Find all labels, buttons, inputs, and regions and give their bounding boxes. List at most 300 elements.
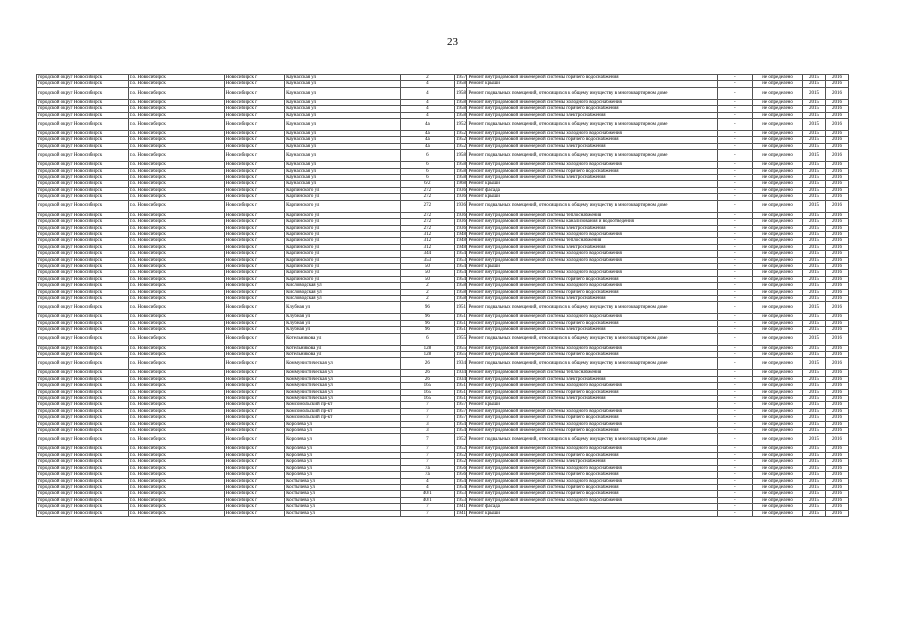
settlement-cell: г.о. Новосибирск (128, 446, 224, 452)
dash-cell: - (717, 333, 752, 345)
city-cell: Новосибирск г (224, 383, 284, 389)
year-start-cell: 2015 (803, 358, 826, 370)
dash-cell: - (717, 370, 752, 376)
street-cell: Комсомольский пр-кт (285, 415, 401, 421)
cost-cell: не определено (753, 175, 803, 181)
work-type-cell: Ремонт внутридомовой инженерной системы горячего водоснабжения (467, 428, 717, 434)
city-cell: Новосибирск г (224, 352, 284, 358)
city-cell: Новосибирск г (224, 434, 284, 446)
municipality-cell: городской округ Новосибирск (37, 452, 129, 458)
year-start-cell: 2015 (803, 283, 826, 289)
settlement-cell: г.о. Новосибирск (128, 212, 224, 218)
year-end-cell: 2016 (825, 162, 848, 168)
dash-cell: - (717, 162, 752, 168)
cost-cell: не определено (753, 370, 803, 376)
house-number-cell: 4 (400, 112, 454, 118)
settlement-cell: г.о. Новосибирск (128, 345, 224, 351)
year-start-cell: 2015 (803, 200, 826, 212)
street-cell: Клубная ул (285, 327, 401, 333)
street-cell: Клубная ул (285, 320, 401, 326)
dash-cell: - (717, 212, 752, 218)
street-cell: Костычева ул (285, 478, 401, 484)
cost-cell: не определено (753, 320, 803, 326)
street-cell: Каунасская ул (285, 175, 401, 181)
dash-cell: - (717, 446, 752, 452)
city-cell: Новосибирск г (224, 504, 284, 510)
year-end-cell: 2016 (825, 131, 848, 137)
year-end-cell: 2016 (825, 434, 848, 446)
dash-cell: - (717, 472, 752, 478)
year-start-cell: 2015 (803, 314, 826, 320)
settlement-cell: г.о. Новосибирск (128, 295, 224, 301)
cost-cell: не определено (753, 219, 803, 225)
work-type-cell: Ремонт внутридомовой инженерной системы теплоснабжения (467, 238, 717, 244)
municipality-cell: городской округ Новосибирск (37, 327, 129, 333)
street-cell: Коммунистическая ул (285, 389, 401, 395)
capital-repair-table (36, 74, 849, 517)
work-type-cell: Ремонт крыши (467, 194, 717, 200)
municipality-cell: городской округ Новосибирск (37, 168, 129, 174)
cost-cell: не определено (753, 428, 803, 434)
city-cell: Новосибирск г (224, 370, 284, 376)
house-number-cell: 4а (400, 131, 454, 137)
work-type-cell: Ремонт крыши (467, 402, 717, 408)
street-cell: Карпинского ул (285, 225, 401, 231)
year-start-cell: 2015 (803, 263, 826, 269)
build-year-cell: 1958 (455, 283, 466, 289)
house-number-cell: 50 (400, 270, 454, 276)
work-type-cell: Ремонт внутридомовой инженерной системы горячего водоснабжения (467, 484, 717, 490)
year-end-cell: 2016 (825, 302, 848, 314)
cost-cell: не определено (753, 314, 803, 320)
year-start-cell: 2015 (803, 295, 826, 301)
settlement-cell: г.о. Новосибирск (128, 276, 224, 282)
municipality-cell: городской округ Новосибирск (37, 504, 129, 510)
work-type-cell: Ремонт внутридомовой инженерной системы холодного водоснабжения (467, 231, 717, 237)
house-number-cell: 344 (400, 251, 454, 257)
house-number-cell: 40/1 (400, 497, 454, 503)
settlement-cell: г.о. Новосибирск (128, 452, 224, 458)
street-cell: Королева ул (285, 465, 401, 471)
settlement-cell: г.о. Новосибирск (128, 333, 224, 345)
work-type-cell: Ремонт внутридомовой инженерной системы горячего водоснабжения (467, 137, 717, 143)
cost-cell: не определено (753, 446, 803, 452)
cost-cell: не определено (753, 283, 803, 289)
year-start-cell: 2015 (803, 131, 826, 137)
city-cell: Новосибирск г (224, 283, 284, 289)
street-cell: Коммунистическая ул (285, 383, 401, 389)
settlement-cell: г.о. Новосибирск (128, 263, 224, 269)
cost-cell: не определено (753, 263, 803, 269)
settlement-cell: г.о. Новосибирск (128, 75, 224, 81)
settlement-cell: г.о. Новосибирск (128, 484, 224, 490)
build-year-cell: 1958 (455, 106, 466, 112)
municipality-cell: городской округ Новосибирск (37, 194, 129, 200)
street-cell: Каунасская ул (285, 99, 401, 105)
municipality-cell: городской округ Новосибирск (37, 333, 129, 345)
settlement-cell: г.о. Новосибирск (128, 270, 224, 276)
build-year-cell: 1968 (455, 181, 466, 187)
work-type-cell: Ремонт внутридомовой инженерной системы горячего водоснабжения (467, 168, 717, 174)
street-cell: Костычева ул (285, 484, 401, 490)
municipality-cell: городской округ Новосибирск (37, 238, 129, 244)
dash-cell: - (717, 497, 752, 503)
year-start-cell: 2015 (803, 408, 826, 414)
year-start-cell: 2015 (803, 175, 826, 181)
dash-cell: - (717, 459, 752, 465)
year-start-cell: 2015 (803, 251, 826, 257)
year-start-cell: 2015 (803, 87, 826, 99)
street-cell: Каунасская ул (285, 131, 401, 137)
year-end-cell: 2016 (825, 99, 848, 105)
year-end-cell: 2016 (825, 81, 848, 87)
municipality-cell: городской округ Новосибирск (37, 434, 129, 446)
year-start-cell: 2015 (803, 396, 826, 402)
year-end-cell: 2016 (825, 200, 848, 212)
house-number-cell: 3 (400, 421, 454, 427)
year-end-cell: 2016 (825, 345, 848, 351)
house-number-cell: 26 (400, 358, 454, 370)
settlement-cell: г.о. Новосибирск (128, 162, 224, 168)
year-start-cell: 2015 (803, 370, 826, 376)
cost-cell: не определено (753, 352, 803, 358)
city-cell: Новосибирск г (224, 244, 284, 250)
city-cell: Новосибирск г (224, 396, 284, 402)
table-row (37, 302, 849, 314)
city-cell: Новосибирск г (224, 333, 284, 345)
municipality-cell: городской округ Новосибирск (37, 396, 129, 402)
municipality-cell: городской округ Новосибирск (37, 150, 129, 162)
settlement-cell: г.о. Новосибирск (128, 510, 224, 516)
city-cell: Новосибирск г (224, 345, 284, 351)
build-year-cell: 1954 (455, 270, 466, 276)
street-cell: Комсомольский пр-кт (285, 408, 401, 414)
city-cell: Новосибирск г (224, 478, 284, 484)
house-number-cell: 7 (400, 452, 454, 458)
municipality-cell: городской округ Новосибирск (37, 352, 129, 358)
street-cell: Клубная ул (285, 302, 401, 314)
settlement-cell: г.о. Новосибирск (128, 491, 224, 497)
year-start-cell: 2015 (803, 352, 826, 358)
build-year-cell: 1954 (455, 484, 466, 490)
build-year-cell: 1951 (455, 327, 466, 333)
city-cell: Новосибирск г (224, 428, 284, 434)
dash-cell: - (717, 219, 752, 225)
dash-cell: - (717, 168, 752, 174)
municipality-cell: городской округ Новосибирск (37, 497, 129, 503)
year-end-cell: 2016 (825, 408, 848, 414)
year-start-cell: 2015 (803, 231, 826, 237)
build-year-cell: 1952 (455, 137, 466, 143)
year-end-cell: 2016 (825, 231, 848, 237)
year-end-cell: 2016 (825, 295, 848, 301)
city-cell: Новосибирск г (224, 175, 284, 181)
work-type-cell: Ремонт внутридомовой инженерной системы электроснабжения (467, 327, 717, 333)
settlement-cell: г.о. Новосибирск (128, 119, 224, 131)
city-cell: Новосибирск г (224, 327, 284, 333)
cost-cell: не определено (753, 491, 803, 497)
street-cell: Карпинского ул (285, 219, 401, 225)
cost-cell: не определено (753, 472, 803, 478)
cost-cell: не определено (753, 484, 803, 490)
cost-cell: не определено (753, 212, 803, 218)
work-type-cell: Ремонт внутридомовой инженерной системы горячего водоснабжения (467, 352, 717, 358)
build-year-cell: 1941 (455, 504, 466, 510)
year-start-cell: 2015 (803, 333, 826, 345)
house-number-cell: 128 (400, 345, 454, 351)
municipality-cell: городской округ Новосибирск (37, 389, 129, 395)
city-cell: Новосибирск г (224, 194, 284, 200)
cost-cell: не определено (753, 150, 803, 162)
build-year-cell: 1952 (454, 434, 467, 446)
dash-cell: - (717, 428, 752, 434)
house-number-cell: 7а (400, 472, 454, 478)
settlement-cell: г.о. Новосибирск (128, 383, 224, 389)
municipality-cell: городской округ Новосибирск (37, 131, 129, 137)
year-end-cell: 2016 (825, 194, 848, 200)
house-number-cell: 312 (400, 244, 454, 250)
municipality-cell: городской округ Новосибирск (37, 472, 129, 478)
street-cell: Каунасская ул (285, 181, 401, 187)
municipality-cell: городской округ Новосибирск (37, 112, 129, 118)
house-number-cell: 2 (400, 75, 454, 81)
house-number-cell: 2 (400, 295, 454, 301)
build-year-cell: 1958 (455, 162, 466, 168)
city-cell: Новосибирск г (224, 446, 284, 452)
city-cell: Новосибирск г (224, 270, 284, 276)
house-number-cell: 7 (400, 504, 454, 510)
settlement-cell: г.о. Новосибирск (128, 408, 224, 414)
work-type-cell: Ремонт крыши (467, 81, 717, 87)
settlement-cell: г.о. Новосибирск (128, 389, 224, 395)
build-year-cell: 1958 (454, 87, 467, 99)
work-type-cell: Ремонт внутридомовой инженерной системы электроснабжения (467, 376, 717, 382)
build-year-cell: 1951 (455, 389, 466, 395)
dash-cell: - (717, 270, 752, 276)
work-type-cell: Ремонт крыши (467, 181, 717, 187)
cost-cell: не определено (753, 302, 803, 314)
year-end-cell: 2016 (825, 504, 848, 510)
city-cell: Новосибирск г (224, 119, 284, 131)
city-cell: Новосибирск г (224, 106, 284, 112)
year-end-cell: 2016 (825, 358, 848, 370)
settlement-cell: г.о. Новосибирск (128, 168, 224, 174)
settlement-cell: г.о. Новосибирск (128, 465, 224, 471)
cost-cell: не определено (753, 504, 803, 510)
table-row (37, 150, 849, 162)
street-cell: Котельникова ул (285, 352, 401, 358)
work-type-cell: Ремонт подвальных помещений, относящихся к общему имуществу в многоквартирном доме (467, 358, 717, 370)
work-type-cell: Ремонт внутридомовой инженерной системы холодного водоснабжения (467, 446, 717, 452)
build-year-cell: 1954 (455, 421, 466, 427)
municipality-cell: городской округ Новосибирск (37, 187, 129, 193)
municipality-cell: городской округ Новосибирск (37, 270, 129, 276)
cost-cell: не определено (753, 200, 803, 212)
house-number-cell: 4 (400, 99, 454, 105)
year-end-cell: 2016 (825, 421, 848, 427)
street-cell: Карпинского ул (285, 270, 401, 276)
settlement-cell: г.о. Новосибирск (128, 99, 224, 105)
settlement-cell: г.о. Новосибирск (128, 143, 224, 149)
street-cell: Каунасская ул (285, 106, 401, 112)
year-end-cell: 2016 (825, 314, 848, 320)
cost-cell: не определено (753, 402, 803, 408)
year-end-cell: 2016 (825, 257, 848, 263)
street-cell: Карпинского ул (285, 187, 401, 193)
year-start-cell: 2015 (803, 327, 826, 333)
municipality-cell: городской округ Новосибирск (37, 106, 129, 112)
city-cell: Новосибирск г (224, 389, 284, 395)
year-end-cell: 2016 (825, 289, 848, 295)
dash-cell: - (717, 415, 752, 421)
municipality-cell: городской округ Новосибирск (37, 137, 129, 143)
settlement-cell: г.о. Новосибирск (128, 320, 224, 326)
work-type-cell: Ремонт внутридомовой инженерной системы холодного водоснабжения (467, 283, 717, 289)
year-end-cell: 2016 (825, 352, 848, 358)
street-cell: Коммунистическая ул (285, 376, 401, 382)
city-cell: Новосибирск г (224, 408, 284, 414)
city-cell: Новосибирск г (224, 358, 284, 370)
street-cell: Коммунистическая ул (285, 370, 401, 376)
settlement-cell: г.о. Новосибирск (128, 283, 224, 289)
street-cell: Каунасская ул (285, 112, 401, 118)
cost-cell: не определено (753, 187, 803, 193)
build-year-cell: 1958 (455, 112, 466, 118)
municipality-cell: городской округ Новосибирск (37, 175, 129, 181)
house-number-cell: 26 (400, 370, 454, 376)
dash-cell: - (717, 283, 752, 289)
street-cell: Королева ул (285, 472, 401, 478)
work-type-cell: Ремонт внутридомовой инженерной системы холодного водоснабжения (467, 257, 717, 263)
dash-cell: - (717, 175, 752, 181)
year-start-cell: 2015 (803, 383, 826, 389)
municipality-cell: городской округ Новосибирск (37, 408, 129, 414)
settlement-cell: г.о. Новосибирск (128, 131, 224, 137)
city-cell: Новосибирск г (224, 137, 284, 143)
settlement-cell: г.о. Новосибирск (128, 459, 224, 465)
settlement-cell: г.о. Новосибирск (128, 87, 224, 99)
settlement-cell: г.о. Новосибирск (128, 238, 224, 244)
street-cell: Королева ул (285, 452, 401, 458)
street-cell: Каунасская ул (285, 137, 401, 143)
house-number-cell: 6 (400, 175, 454, 181)
dash-cell: - (717, 376, 752, 382)
house-number-cell: 2 (400, 289, 454, 295)
street-cell: Костычева ул (285, 491, 401, 497)
year-start-cell: 2015 (803, 459, 826, 465)
year-start-cell: 2015 (803, 345, 826, 351)
city-cell: Новосибирск г (224, 187, 284, 193)
settlement-cell: г.о. Новосибирск (128, 352, 224, 358)
city-cell: Новосибирск г (224, 452, 284, 458)
settlement-cell: г.о. Новосибирск (128, 478, 224, 484)
municipality-cell: городской округ Новосибирск (37, 200, 129, 212)
house-number-cell: 6 (400, 150, 454, 162)
municipality-cell: городской округ Новосибирск (37, 75, 129, 81)
street-cell: Карпинского ул (285, 238, 401, 244)
build-year-cell: 1952 (455, 446, 466, 452)
municipality-cell: городской округ Новосибирск (37, 244, 129, 250)
cost-cell: не определено (753, 421, 803, 427)
build-year-cell: 1953 (455, 491, 466, 497)
year-end-cell: 2016 (825, 459, 848, 465)
city-cell: Новосибирск г (224, 320, 284, 326)
dash-cell: - (717, 119, 752, 131)
build-year-cell: 1951 (455, 314, 466, 320)
year-start-cell: 2015 (803, 289, 826, 295)
street-cell: Кисловодская ул (285, 283, 401, 289)
cost-cell: не определено (753, 137, 803, 143)
year-start-cell: 2015 (803, 452, 826, 458)
work-type-cell: Ремонт подвальных помещений, относящихся к общему имуществу в многоквартирном доме (467, 434, 717, 446)
year-end-cell: 2016 (825, 283, 848, 289)
city-cell: Новосибирск г (224, 421, 284, 427)
work-type-cell: Ремонт внутридомовой инженерной системы электроснабжения (467, 143, 717, 149)
work-type-cell: Ремонт внутридомовой инженерной системы холодного водоснабжения (467, 383, 717, 389)
settlement-cell: г.о. Новосибирск (128, 81, 224, 87)
street-cell: Костычева ул (285, 504, 401, 510)
cost-cell: не определено (753, 327, 803, 333)
municipality-cell: городской округ Новосибирск (37, 119, 129, 131)
cost-cell: не определено (753, 168, 803, 174)
year-end-cell: 2016 (825, 327, 848, 333)
street-cell: Каунасская ул (285, 81, 401, 87)
city-cell: Новосибирск г (224, 491, 284, 497)
build-year-cell: 1936 (455, 219, 466, 225)
settlement-cell: г.о. Новосибирск (128, 504, 224, 510)
street-cell: Карпинского ул (285, 194, 401, 200)
house-number-cell: 50 (400, 276, 454, 282)
cost-cell: не определено (753, 333, 803, 345)
house-number-cell: 4а (400, 143, 454, 149)
settlement-cell: г.о. Новосибирск (128, 231, 224, 237)
work-type-cell: Ремонт внутридомовой инженерной системы горячего водоснабжения (467, 276, 717, 282)
work-type-cell: Ремонт внутридомовой инженерной системы горячего водоснабжения (467, 415, 717, 421)
year-end-cell: 2016 (825, 75, 848, 81)
dash-cell: - (717, 465, 752, 471)
municipality-cell: городской округ Новосибирск (37, 478, 129, 484)
build-year-cell: 1957 (455, 415, 466, 421)
municipality-cell: городской округ Новосибирск (37, 143, 129, 149)
settlement-cell: г.о. Новосибирск (128, 257, 224, 263)
city-cell: Новосибирск г (224, 402, 284, 408)
street-cell: Кисловодская ул (285, 295, 401, 301)
municipality-cell: городской округ Новосибирск (37, 320, 129, 326)
build-year-cell: 1952 (454, 119, 467, 131)
city-cell: Новосибирск г (224, 302, 284, 314)
municipality-cell: городской округ Новосибирск (37, 181, 129, 187)
dash-cell: - (717, 106, 752, 112)
year-end-cell: 2016 (825, 478, 848, 484)
cost-cell: не определено (753, 119, 803, 131)
city-cell: Новосибирск г (224, 131, 284, 137)
dash-cell: - (717, 244, 752, 250)
work-type-cell: Ремонт внутридомовой инженерной системы холодного водоснабжения (467, 131, 717, 137)
street-cell: Королева ул (285, 446, 401, 452)
settlement-cell: г.о. Новосибирск (128, 472, 224, 478)
build-year-cell: 1958 (455, 175, 466, 181)
dash-cell: - (717, 263, 752, 269)
street-cell: Коммунистическая ул (285, 396, 401, 402)
year-start-cell: 2015 (803, 137, 826, 143)
settlement-cell: г.о. Новосибирск (128, 137, 224, 143)
cost-cell: не определено (753, 452, 803, 458)
dash-cell: - (717, 345, 752, 351)
dash-cell: - (717, 99, 752, 105)
build-year-cell: 1952 (455, 131, 466, 137)
street-cell: Карпинского ул (285, 212, 401, 218)
city-cell: Новосибирск г (224, 314, 284, 320)
